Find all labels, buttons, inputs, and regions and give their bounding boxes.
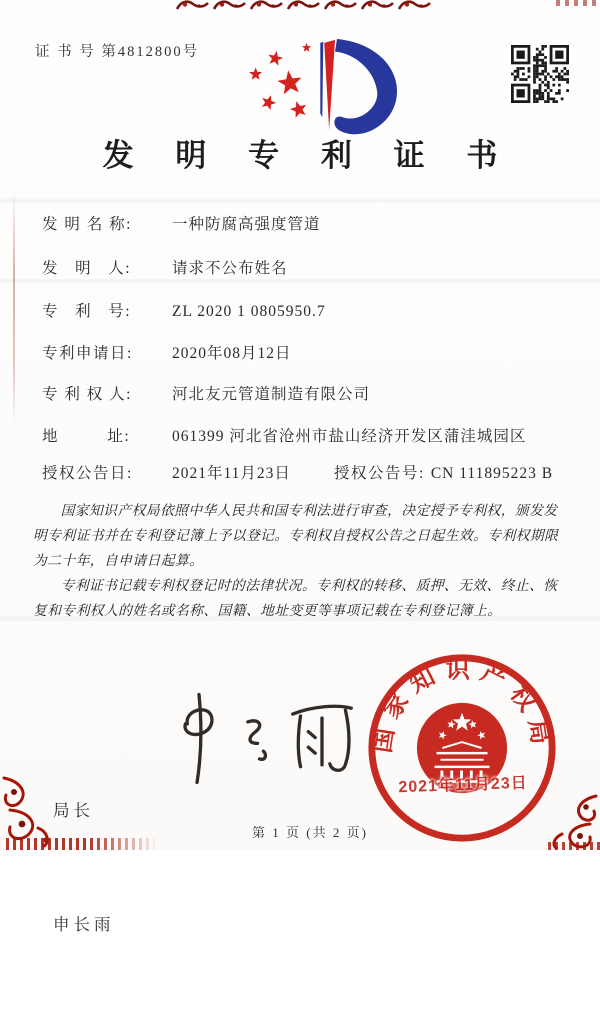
cnipa-official-seal	[364, 650, 560, 846]
field-value: CN 111895223 B	[430, 465, 554, 482]
field-row-invention-name	[42, 212, 572, 234]
legal-text-block	[33, 498, 567, 624]
seal-date-stamp: 2021年11月23日	[398, 774, 528, 797]
scan-streak	[0, 279, 600, 283]
field-label: 地 址:	[42, 428, 131, 445]
signer-block	[53, 716, 115, 1020]
seal-agency-text: 国家知识产权局	[368, 656, 556, 755]
field-row-inventor	[42, 256, 572, 278]
field-value: 2020年08月12日	[172, 345, 292, 362]
field-value: 一种防腐高强度管道	[172, 216, 321, 233]
field-value: 2021年11月23日	[172, 465, 291, 482]
cnipa-patent-logo-icon	[238, 34, 434, 136]
legal-paragraph-2: 专利证书记载专利权登记时的法律状况。专利权的转移、质押、无效、终止、恢复和专利权人的姓名或名称、国籍、地址变更等事项记载在专利登记簿上。	[33, 578, 558, 619]
bottom-right-border-stripes	[548, 842, 600, 850]
signer-title: 局长	[53, 801, 94, 820]
page-footer: 第 1 页 (共 2 页)	[252, 825, 368, 840]
field-value: ZL 2020 1 0805950.7	[172, 303, 326, 320]
field-row-grant-date	[42, 461, 572, 483]
field-label: 发 明 名 称:	[42, 216, 132, 233]
left-edge-border-line	[13, 190, 15, 425]
page-title: 发 明 专 利 证 书	[102, 138, 515, 173]
certificate-number: 证 书 号 第4812800号	[35, 44, 200, 60]
field-value: 请求不公布姓名	[172, 260, 288, 277]
qr-code	[511, 45, 569, 103]
legal-paragraph-1: 国家知识产权局依照中华人民共和国专利法进行审查，决定授予专利权，颁发发明专利证书并在专利登记簿上予以登记。专利权自授权公告之日起生效。专利权期限为二十年，自申请日起算。	[33, 503, 559, 569]
field-row-patentee	[42, 382, 572, 404]
field-row-application-date	[42, 341, 572, 363]
scan-streak	[0, 198, 600, 203]
top-border-ornament	[175, 0, 437, 11]
field-label: 专利申请日:	[42, 345, 133, 362]
handwritten-signature	[158, 684, 363, 792]
field-label: 专 利 权 人:	[42, 386, 132, 403]
field-row-patent-number	[42, 299, 572, 321]
field-label: 发 明 人:	[42, 260, 132, 277]
field-label: 授权公告号:	[334, 465, 425, 482]
field-value: 061399 河北省沧州市盐山经济开发区蒲洼城园区	[172, 428, 527, 445]
field-value: 河北友元管道制造有限公司	[172, 386, 371, 403]
field-grant-publication-no	[334, 461, 553, 483]
field-label: 专 利 号:	[42, 303, 132, 320]
field-row-address	[42, 424, 572, 446]
signer-name: 申长雨	[53, 915, 115, 934]
field-label: 授权公告日:	[42, 465, 133, 482]
top-right-border-fragment	[556, 0, 600, 6]
